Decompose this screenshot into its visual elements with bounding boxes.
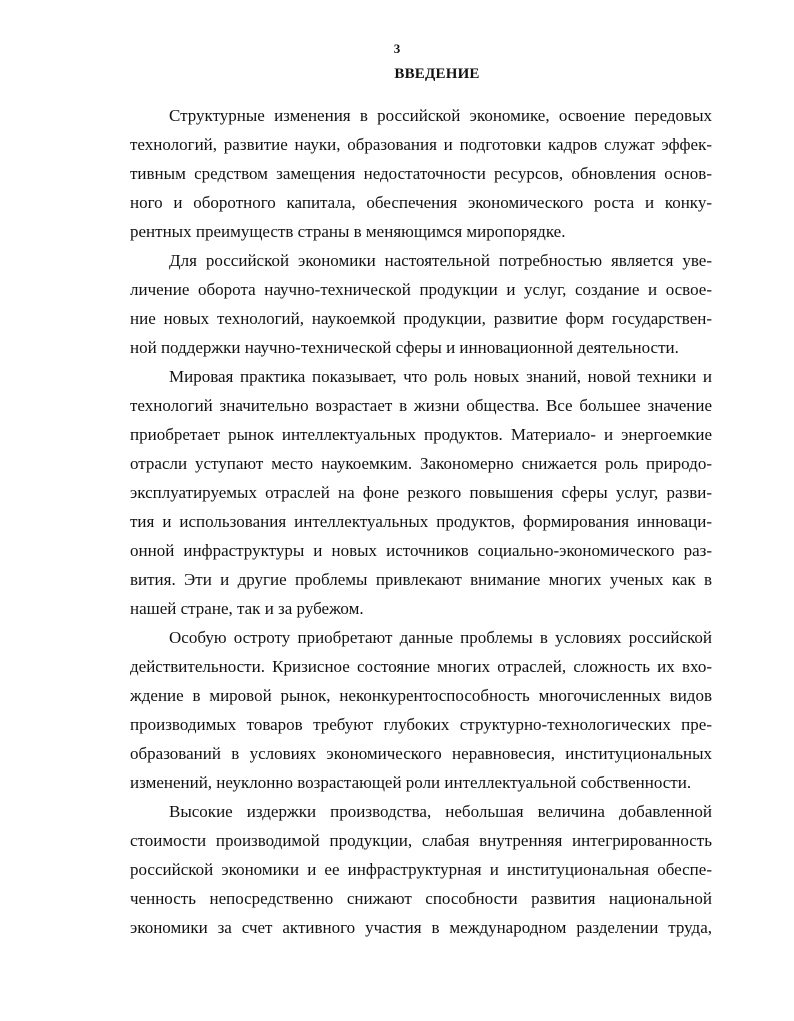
- paragraph: [130, 362, 712, 623]
- text-line: эксплуатируемых отраслей на фоне резкого повышения сферы услуг, разви-: [130, 483, 712, 502]
- text-line: тия и использования интеллектуальных продуктов, формирования инноваци-: [130, 512, 712, 531]
- text-line: технологий, развитие науки, образования и подготовки кадров служат эффек-: [130, 135, 712, 154]
- paragraph: [130, 246, 712, 362]
- text-line: приобретает рынок интеллектуальных продуктов. Материало- и энергоемкие: [130, 425, 712, 444]
- text-line: стоимости производимой продукции, слабая внутренняя интегрированность: [130, 831, 712, 850]
- text-line: образований в условиях экономического неравновесия, институциональных: [130, 744, 712, 763]
- text-line: ченность непосредственно снижают способности развития национальной: [130, 889, 712, 908]
- section-title: ВВЕДЕНИЕ: [394, 66, 480, 82]
- text-line: российской экономики и ее инфраструктурная и институциональная обеспе-: [130, 860, 712, 879]
- text-line: ной поддержки научно-технической сферы и инновационной деятельности.: [130, 338, 679, 357]
- paragraph: [130, 797, 712, 942]
- text-line: онной инфраструктуры и новых источников социально-экономического раз-: [130, 541, 712, 560]
- text-line: личение оборота научно-технической продукции и услуг, создание и освое-: [130, 280, 712, 299]
- text-line: вития. Эти и другие проблемы привлекают внимание многих ученых как в: [130, 570, 712, 589]
- text-line: рентных преимуществ страны в меняющимся миропорядке.: [130, 222, 566, 241]
- paragraph: [130, 623, 712, 797]
- text-line: ние новых технологий, наукоемкой продукции, развитие форм государствен-: [130, 309, 712, 328]
- body-text: [130, 101, 712, 942]
- text-line: Особую остроту приобретают данные проблемы в условиях российской: [169, 628, 712, 647]
- text-line: ного и оборотного капитала, обеспечения экономического роста и конку-: [130, 193, 712, 212]
- text-line: Для российской экономики настоятельной потребностью является уве-: [169, 251, 712, 270]
- text-line: изменений, неуклонно возрастающей роли интеллектуальной собственности.: [130, 773, 692, 792]
- paragraph: [130, 101, 712, 246]
- text-line: Высокие издержки производства, небольшая величина добавленной: [169, 802, 712, 821]
- text-line: Мировая практика показывает, что роль новых знаний, новой техники и: [169, 367, 712, 386]
- text-line: технологий значительно возрастает в жизни общества. Все большее значение: [130, 396, 712, 415]
- text-line: Структурные изменения в российской экономике, освоение передовых: [169, 106, 712, 125]
- text-line: ждение в мировой рынок, неконкурентоспособность многочисленных видов: [130, 686, 712, 705]
- text-line: экономики за счет активного участия в международном разделении труда,: [130, 918, 712, 937]
- page-number: 3: [393, 41, 401, 56]
- text-line: тивным средством замещения недостаточности ресурсов, обновления основ-: [130, 164, 712, 183]
- text-line: действительности. Кризисное состояние многих отраслей, сложность их вхо-: [130, 657, 712, 676]
- text-line: нашей стране, так и за рубежом.: [130, 599, 364, 618]
- text-line: отрасли уступают место наукоемким. Закономерно снижается роль природо-: [130, 454, 712, 473]
- text-line: производимых товаров требуют глубоких структурно-технологических пре-: [130, 715, 712, 734]
